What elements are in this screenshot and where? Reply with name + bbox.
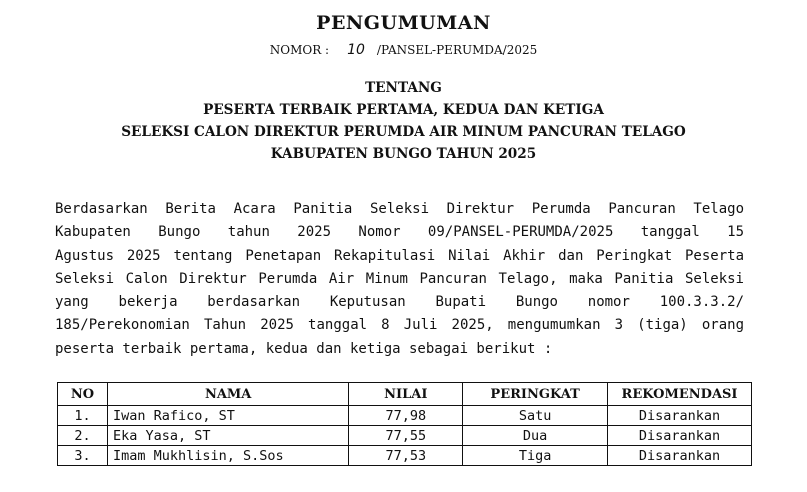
document-title: PENGUMUMAN (316, 12, 491, 34)
subject-line-1: TENTANG (365, 80, 442, 96)
announcement-paragraph (55, 198, 744, 361)
paragraph-line: 185/Perekonomian Tahun 2025 tanggal 8 Juli 2025, mengumumkan 3 (tiga) orang (55, 317, 744, 334)
subject-line-3: SELEKSI CALON DIREKTUR PERUMDA AIR MINUM PANCURAN TELAGO (121, 124, 686, 140)
cell-nilai: 77,55 (349, 426, 463, 446)
cell-no: 1. (58, 406, 108, 426)
cell-peringkat: Tiga (463, 446, 608, 466)
cell-peringkat: Dua (463, 426, 608, 446)
cell-nilai: 77,53 (349, 446, 463, 466)
paragraph-line: Agustus 2025 tentang Penetapan Rekapitulasi Nilai Akhir dan Peringkat Peserta (55, 247, 744, 264)
header-nilai: NILAI (349, 383, 463, 406)
cell-rekomendasi: Disarankan (608, 446, 752, 466)
cell-nama: Iwan Rafico, ST (107, 406, 348, 426)
table-row (58, 426, 752, 446)
results-table (57, 382, 752, 466)
paragraph-line: Seleksi Calon Direktur Perumda Air Minum Pancuran Telago, maka Panitia Seleksi (55, 270, 744, 287)
cell-nama: Eka Yasa, ST (107, 426, 348, 446)
table-header-row (58, 383, 752, 406)
cell-rekomendasi: Disarankan (608, 406, 752, 426)
cell-no: 3. (58, 446, 108, 466)
document-number (0, 42, 807, 58)
paragraph-line: yang bekerja berdasarkan Keputusan Bupati Bungo nomor 100.3.3.2/ (55, 294, 744, 311)
paragraph-line: Kabupaten Bungo tahun 2025 Nomor 09/PANSEL-PERUMDA/2025 tanggal 15 (55, 224, 744, 241)
cell-peringkat: Satu (463, 406, 608, 426)
table-row (58, 406, 752, 426)
nomor-number: 10 (347, 42, 365, 58)
header-no: NO (58, 383, 108, 406)
subject-line-4: KABUPATEN BUNGO TAHUN 2025 (270, 146, 537, 162)
cell-no: 2. (58, 426, 108, 446)
cell-rekomendasi: Disarankan (608, 426, 752, 446)
nomor-label: NOMOR : (269, 43, 330, 57)
nomor-suffix: /PANSEL-PERUMDA/2025 (376, 43, 538, 57)
header-peringkat: PERINGKAT (463, 383, 608, 406)
header-nama: NAMA (107, 383, 348, 406)
cell-nilai: 77,98 (349, 406, 463, 426)
paragraph-line: peserta terbaik pertama, kedua dan ketiga sebagai berikut : (55, 340, 553, 357)
paragraph-line: Berdasarkan Berita Acara Panitia Seleksi Direktur Perumda Pancuran Telago (55, 201, 744, 217)
table-row (58, 446, 752, 466)
subject-line-2: PESERTA TERBAIK PERTAMA, KEDUA DAN KETIGA (203, 102, 604, 118)
cell-nama: Imam Mukhlisin, S.Sos (107, 446, 348, 466)
header-rekomendasi: REKOMENDASI (608, 383, 752, 406)
